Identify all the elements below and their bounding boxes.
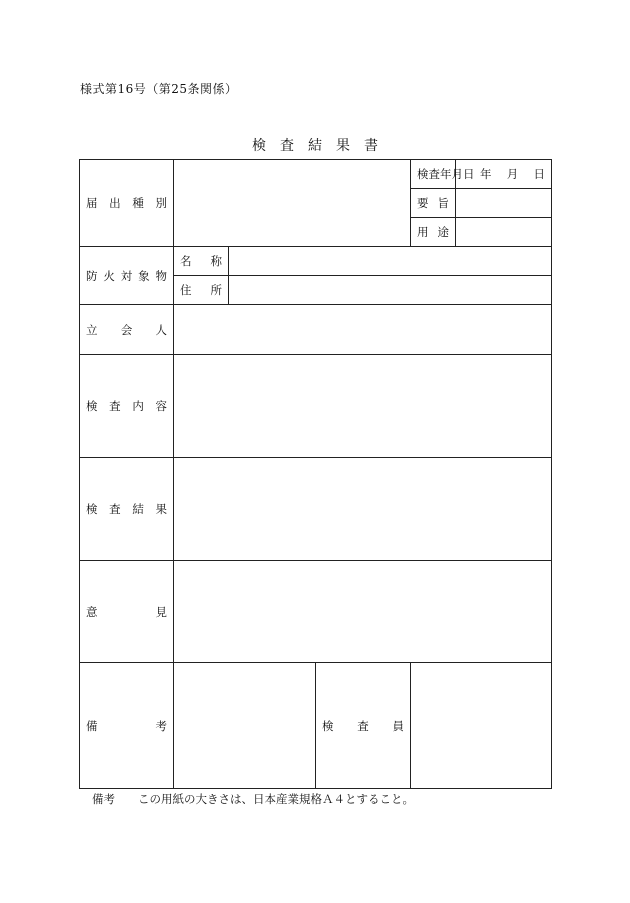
inspection-content-label — [80, 355, 174, 458]
label-char: 検 — [417, 167, 429, 181]
label-char: 名 — [180, 254, 192, 268]
date-year-unit: 年 — [480, 167, 492, 181]
label-char: 検 — [86, 399, 98, 413]
label-char: 火 — [103, 268, 115, 283]
inspection-result-text — [86, 501, 167, 517]
label-char: 年 — [440, 167, 452, 181]
label-char: 検 — [322, 718, 334, 733]
inspector-text — [322, 718, 408, 734]
label-char: 旨 — [437, 196, 450, 210]
label-char: 住 — [180, 283, 192, 297]
footnote-text: この用紙の大きさは、日本産業規格Ａ４とすること。 — [138, 792, 414, 806]
witness-text — [86, 322, 167, 338]
label-char: 立 — [86, 322, 98, 337]
label-char: 称 — [210, 254, 222, 268]
footnote — [92, 791, 414, 807]
label-char: 容 — [155, 399, 167, 413]
label-char: 備 — [86, 718, 98, 733]
gist-text — [417, 195, 449, 211]
label-char: 防 — [86, 268, 98, 283]
fire-target-label — [80, 247, 174, 305]
label-char: 途 — [437, 225, 450, 239]
date-format — [480, 166, 545, 182]
document-title: 検査結果書 — [252, 138, 392, 154]
name-label — [174, 247, 229, 276]
label-char: 対 — [120, 268, 133, 283]
inspection-result-form — [79, 159, 552, 789]
label-char: 届 — [86, 196, 98, 210]
label-char: 出 — [109, 196, 121, 210]
label-char: 要 — [417, 196, 429, 210]
inspection-date-text — [417, 166, 475, 182]
label-char: 日 — [463, 167, 475, 181]
label-char: 別 — [155, 196, 167, 210]
label-char: 査 — [109, 399, 121, 413]
label-char: 員 — [392, 718, 404, 733]
address-label — [174, 276, 229, 305]
label-char: 査 — [428, 167, 441, 181]
witness-label — [80, 305, 174, 355]
use-text — [417, 224, 449, 240]
label-char: 月 — [451, 167, 464, 181]
inspection-content-text — [86, 398, 167, 414]
notification-type-label — [80, 160, 174, 247]
inspector-value[interactable] — [411, 663, 552, 789]
inspection-content-value[interactable] — [174, 355, 552, 458]
address-value[interactable] — [229, 276, 552, 305]
witness-value[interactable] — [174, 305, 552, 355]
opinion-text — [86, 604, 167, 620]
opinion-value[interactable] — [174, 561, 552, 663]
date-month-unit: 月 — [506, 167, 519, 181]
label-char: 象 — [138, 268, 150, 283]
label-char: 内 — [132, 399, 144, 413]
inspection-date-label — [411, 160, 475, 189]
inspector-label — [316, 663, 411, 789]
inspection-result-value[interactable] — [174, 458, 552, 561]
label-char: 査 — [357, 718, 369, 733]
form-number: 様式第16号（第25条関係） — [80, 82, 238, 96]
gist-value[interactable] — [456, 189, 552, 218]
label-char: 考 — [155, 718, 167, 733]
label-char: 意 — [86, 604, 98, 619]
label-char: 査 — [109, 502, 121, 516]
remarks-text — [86, 718, 167, 734]
remarks-label — [80, 663, 174, 789]
label-char: 検 — [86, 502, 98, 516]
label-char: 果 — [155, 502, 167, 516]
label-char: 会 — [120, 322, 133, 337]
inspection-result-label — [80, 458, 174, 561]
date-day-unit: 日 — [533, 167, 546, 181]
label-char: 用 — [417, 225, 429, 239]
use-label — [411, 218, 456, 247]
fire-target-text — [86, 268, 167, 284]
label-char: 所 — [210, 283, 222, 297]
address-text — [180, 282, 222, 298]
remarks-value[interactable] — [174, 663, 316, 789]
footnote-heading: 備考 — [92, 792, 115, 806]
use-value[interactable] — [456, 218, 552, 247]
name-text — [180, 253, 222, 269]
name-value[interactable] — [229, 247, 552, 276]
opinion-label — [80, 561, 174, 663]
notification-type-value[interactable] — [174, 160, 411, 247]
label-char: 種 — [132, 196, 144, 210]
gist-label — [411, 189, 456, 218]
notification-type-text — [86, 195, 167, 211]
label-char: 人 — [155, 322, 167, 337]
label-char: 結 — [132, 502, 144, 516]
label-char: 物 — [155, 268, 167, 283]
label-char: 見 — [155, 604, 167, 619]
